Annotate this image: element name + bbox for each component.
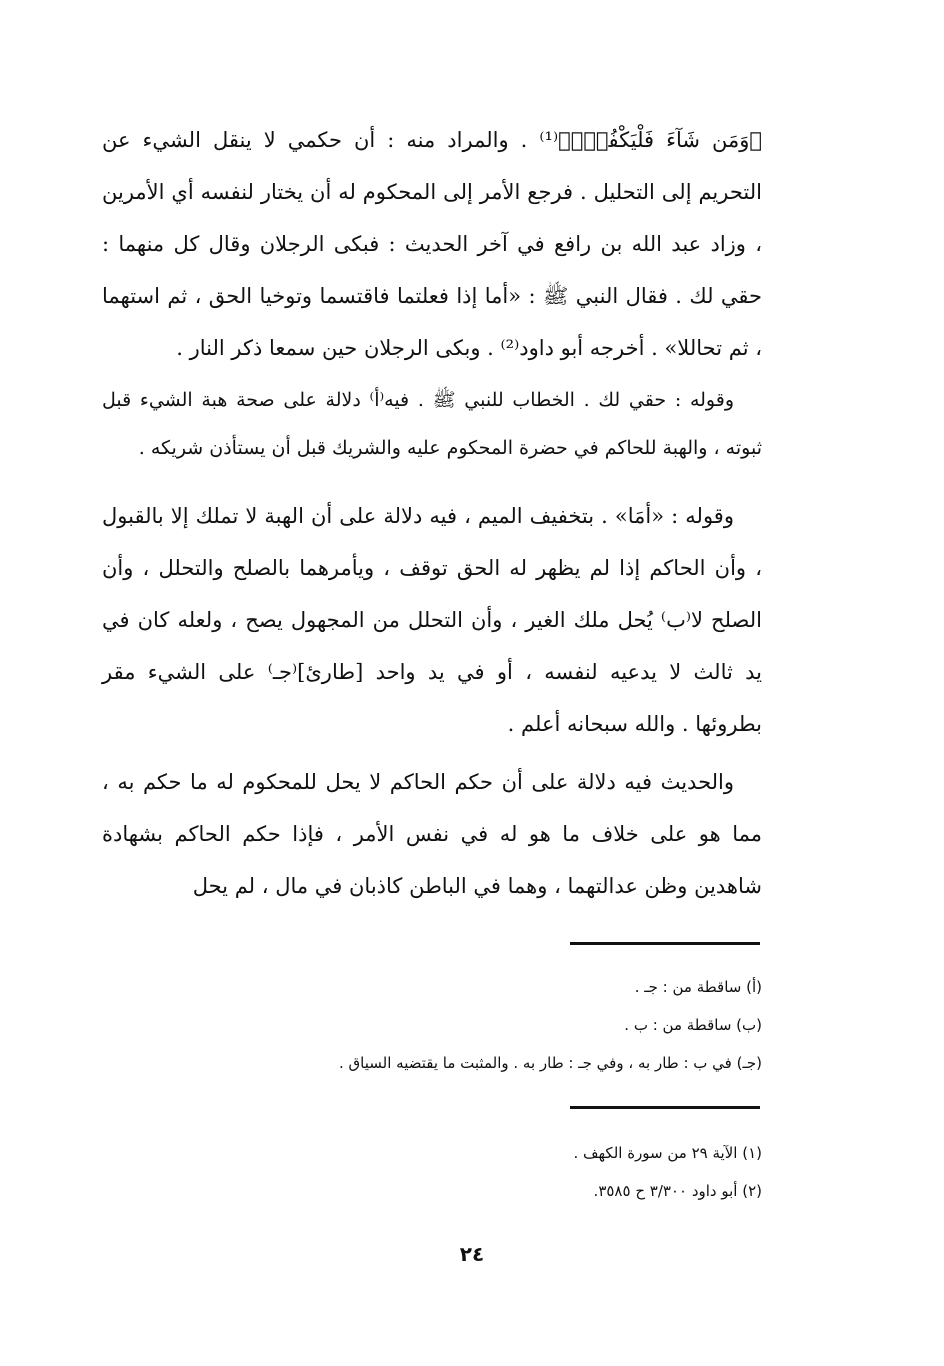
variant-notes-divider: [570, 942, 760, 945]
paragraph-2-text: وقوله : حقي لك . الخطاب للنبي ﷺ . فيه⁽أ⁾ دلالة على صحة هبة الشيء قبل ثبوته ، والهبة للحاكم في حضرة المحكوم عليه والشريك قبل أن يستأذن شريكه .: [102, 389, 762, 459]
paragraph-3: [102, 490, 762, 750]
footnotes-divider: [570, 1106, 760, 1109]
footnote-1: (١) الآية ٢٩ من سورة الكهف .: [573, 1144, 762, 1162]
paragraph-4-text: والحديث فيه دلالة على أن حكم الحاكم لا يحل للمحكوم له ما حكم به ، مما هو على خلاف ما هو له في نفس الأمر ، فإذا حكم الحاكم بشهادة شاهدين وظن عدالتهما ، وهما في الباطن كاذبان في مال ، لم يحل: [102, 770, 762, 898]
footnote-2: (٢) أبو داود ٣/٣٠٠ ح ٣٥٨٥.: [593, 1182, 762, 1200]
paragraph-1: ﴿وَمَن شَآءَ فَلْيَكْفُرْۚ﴾⁽¹⁾ . والمراد منه : أن حكمي لا ينقل الشيء عن التحريم إلى التحليل . فرجع الأمر إلى المحكوم له أن يختار لنفسه أي الأمرين ، وزاد عبد الله بن رافع في آخر الحديث : فبكى الرجلان وقال كل منهما : حقي لك . فقال النبي ﷺ : «أما إذا فعلتما فاقتسما وتوخيا الحق ، ثم استهما ، ثم تحاللا» . أخرجه أبو داود⁽²⁾ . وبكى الرجلان حين سمعا ذكر النار .: [102, 128, 763, 360]
paragraph-4: [102, 756, 762, 912]
variant-note-j: (جـ) في ب : طار به ، وفي جـ : طار به . والمثبت ما يقتضيه السياق .: [339, 1054, 762, 1072]
paragraph-3-text: وقوله : «أمَا» . بتخفيف الميم ، فيه دلالة على أن الهبة لا تملك إلا بالقبول ، وأن الحاكم إذا لم يظهر له الحق توقف ، ويأمرهما بالصلح والتحلل ، وأن الصلح لا⁽ب⁾ يُحل ملك الغير ، وأن التحلل من المجهول يصح ، ولعله كان في يد ثالث لا يدعيه لنفسه ، أو في يد واحد [طارئ]⁽جـ⁾ على الشيء مقر بطروئها . والله سبحانه أعلم .: [102, 504, 762, 736]
main-text: [102, 0, 762, 940]
variant-notes: [102, 968, 762, 1082]
footnotes: [102, 1134, 762, 1210]
paragraph-2: [102, 376, 762, 472]
variant-note-a: (أ) ساقطة من : جـ .: [634, 978, 762, 996]
variant-note-b: (ب) ساقطة من : ب .: [624, 1016, 762, 1034]
page-number: ٢٤: [459, 1242, 485, 1266]
